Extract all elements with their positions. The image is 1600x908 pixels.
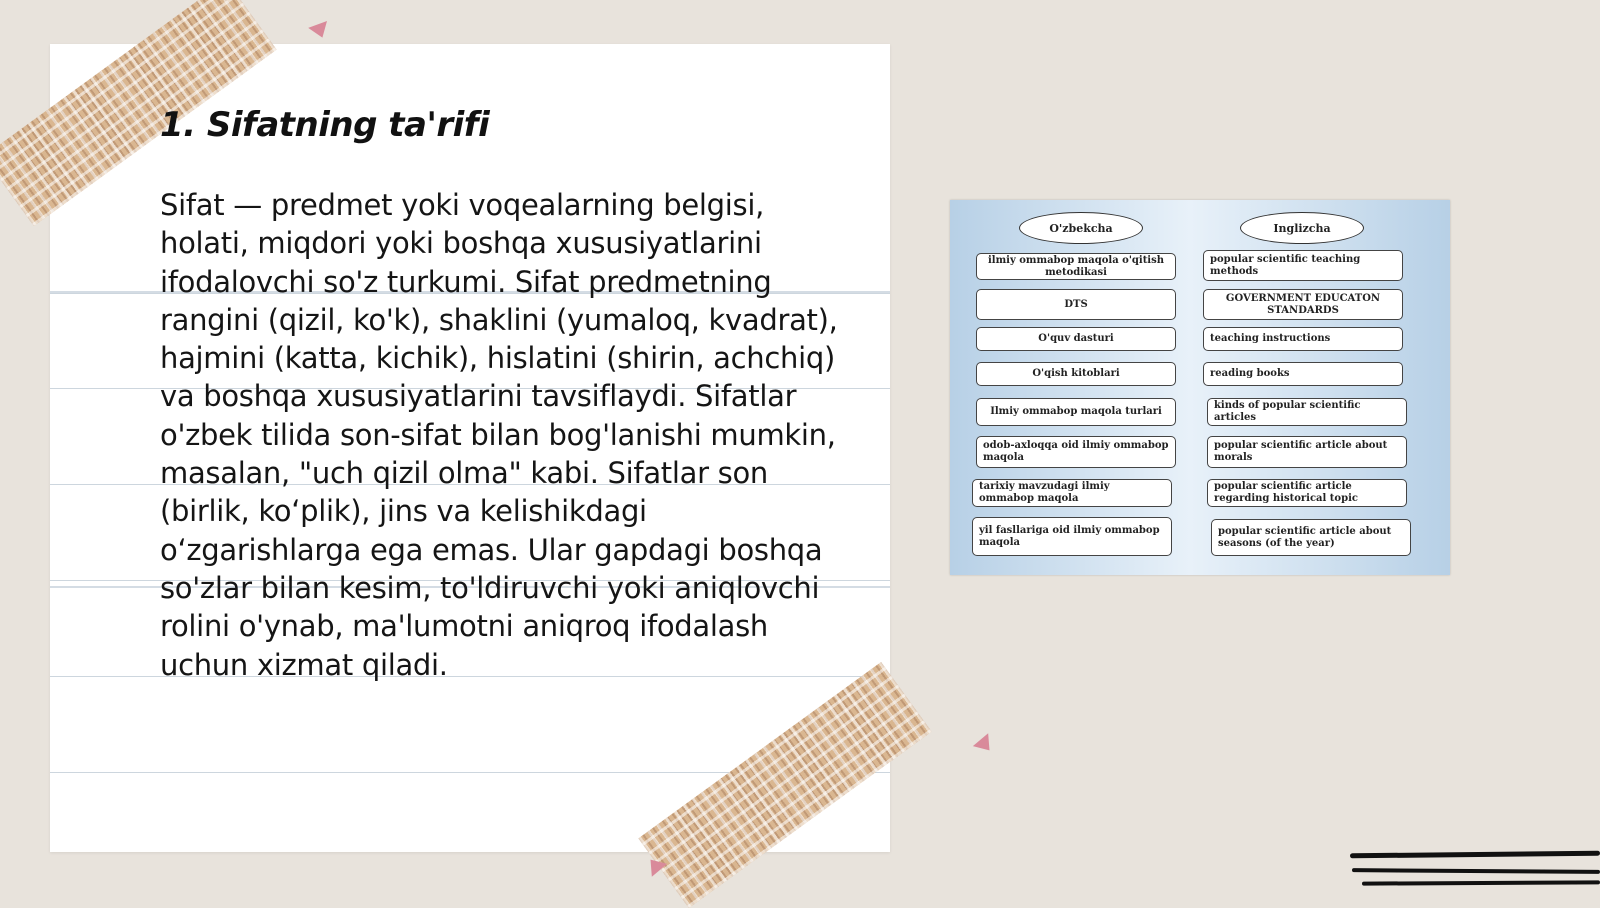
left-item-box: tarixiy mavzudagi ilmiy ommabop maqola — [972, 479, 1172, 507]
right-item-box: popular scientific teaching methods — [1203, 250, 1403, 281]
right-item-box: reading books — [1203, 362, 1403, 386]
right-item-box: popular scientific article regarding historical topic — [1207, 479, 1407, 507]
left-item-box: O'quv dasturi — [976, 327, 1176, 351]
left-item-box: O'qish kitoblari — [976, 362, 1176, 386]
left-item-box: yil fasllariga oid ilmiy ommabop maqola — [972, 517, 1172, 556]
left-item-box: Ilmiy ommabop maqola turlari — [976, 398, 1176, 426]
scribble-decoration — [1362, 880, 1600, 885]
right-item-box: teaching instructions — [1203, 327, 1403, 351]
left-header-ellipse: O'zbekcha — [1019, 212, 1143, 244]
right-item-box: GOVERNMENT EDUCATON STANDARDS — [1203, 289, 1403, 320]
left-item-box: ilmiy ommabop maqola o'qitish metodikasi — [976, 253, 1176, 280]
slide-body-text: Sifat — predmet yoki voqealarning belgisi, holati, miqdori yoki boshqa xususiyatlarini ifodalovchi so'z turkumi. Sifat predmetning rangini (qizil, ko'k), shaklini (yumaloq, kvadrat), hajmini (katta, kichik), hislatini (shirin, achchiq) va boshqa xususiyatlarini tavsiflaydi. Sifatlar o'zbek tilida son-sifat bilan bog'lanishi mumkin, masalan, "uch qizil olma" kabi. Sifatlar son (birlik, koʻplik), jins va kelishikdagi oʻzgarishlarga ega emas. Ular gapdagi boshqa so'zlar bilan kesim, to'ldiruvchi yoki aniqlovchi rolini o'ynab, ma'lumotni aniqroq ifodalash uchun xizmat qiladi. — [160, 188, 838, 682]
left-item-box: odob-axloqqa oid ilmiy ommabop maqola — [976, 436, 1176, 468]
slide-title: 1. Sifatning ta'rifi — [160, 105, 490, 145]
right-item-box: kinds of popular scientific articles — [1207, 398, 1407, 426]
scribble-decoration — [1352, 868, 1600, 874]
tape-tip-decoration — [308, 21, 332, 41]
right-header-ellipse: Inglizcha — [1240, 212, 1364, 244]
right-item-box: popular scientific article about morals — [1207, 436, 1407, 468]
tape-tip-decoration — [973, 733, 997, 757]
translation-diagram — [950, 200, 1450, 575]
right-item-box: popular scientific article about seasons (of the year) — [1211, 519, 1411, 556]
scribble-decoration — [1350, 851, 1600, 859]
left-item-box: DTS — [976, 289, 1176, 320]
